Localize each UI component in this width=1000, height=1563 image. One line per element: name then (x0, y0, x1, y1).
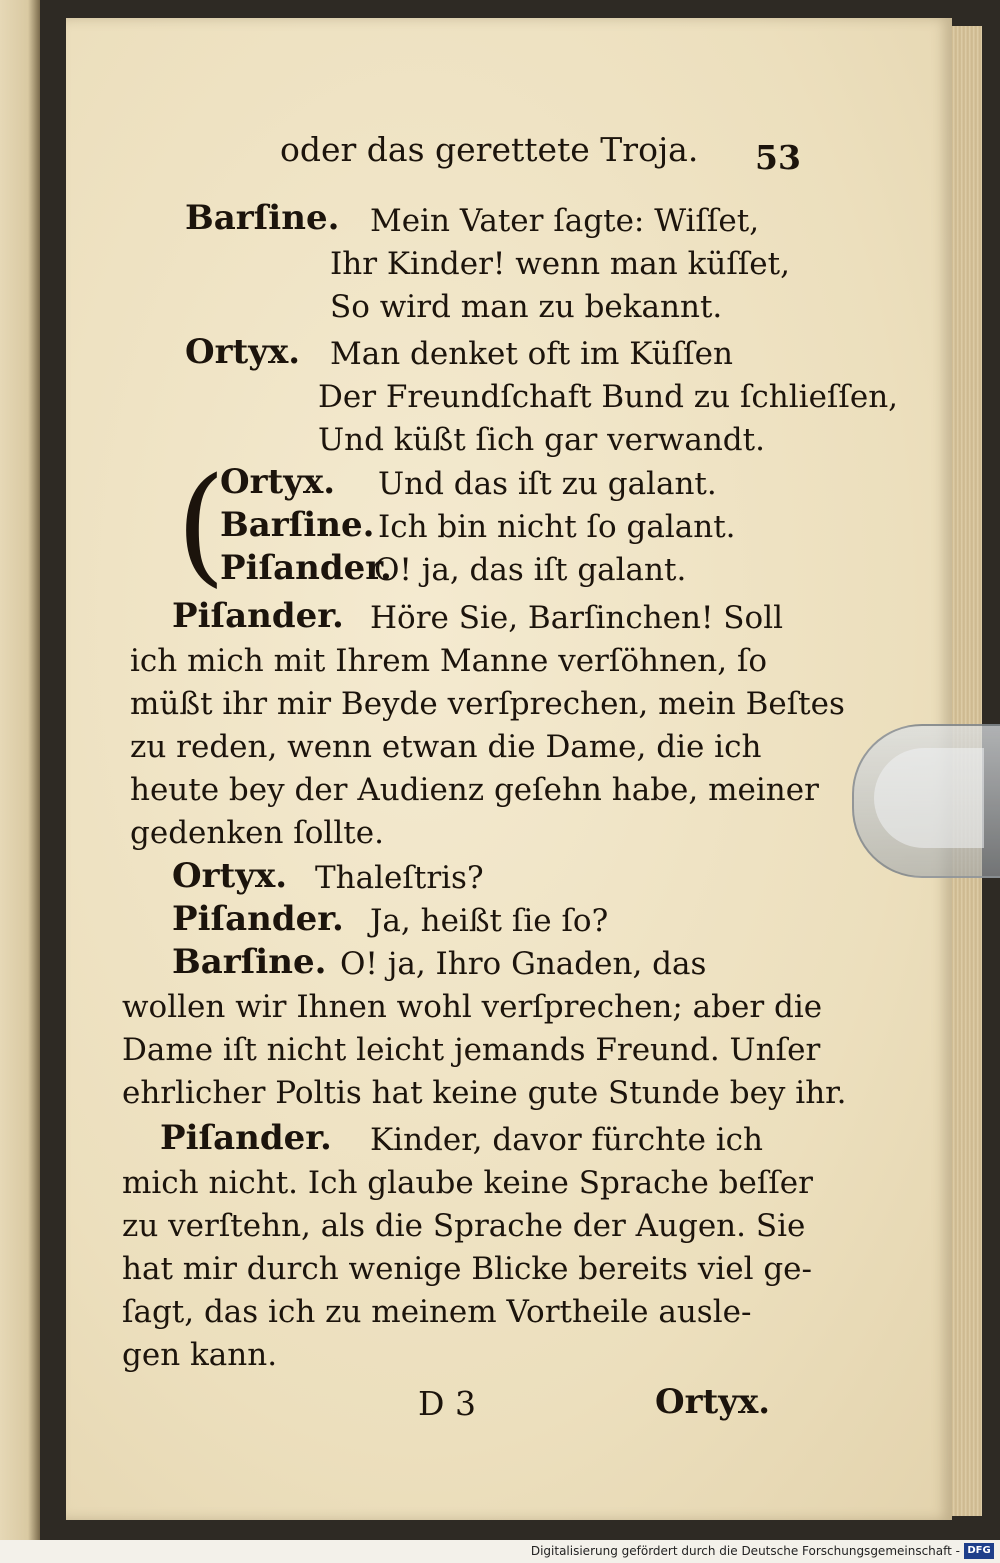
prose-line: zu verſtehn, als die Sprache der Augen. Sie (122, 1208, 806, 1244)
page-number: 53 (755, 138, 801, 177)
verse-line: Mein Vater ſagte: Wiſſet, (370, 203, 760, 239)
verse-line: Man denket oft im Küſſen (330, 336, 733, 372)
speaker-label: Barſine. (185, 198, 340, 238)
prose-line: heute bey der Audienz geſehn habe, meiner (130, 772, 819, 808)
prose-line: mich nicht. Ich glaube keine Sprache beſſer (122, 1165, 813, 1201)
page-clip (852, 724, 1000, 878)
prose-line: ehrlicher Poltis hat keine gute Stunde bey ihr. (122, 1075, 847, 1111)
speaker-label: Barſine. (220, 505, 375, 545)
speaker-label: Piſander. (172, 899, 344, 939)
prose-line: hat mir durch wenige Blicke bereits viel ge- (122, 1251, 813, 1287)
verse-line: O! ja, das iſt galant. (374, 552, 687, 588)
digitization-footer (0, 1540, 1000, 1563)
prose-line: Dame iſt nicht leicht jemands Freund. Unſer (122, 1032, 821, 1068)
speaker-label: Piſander. (160, 1118, 332, 1158)
prose-line: gedenken ſollte. (130, 815, 384, 851)
prose-line: Ja, heißt ſie ſo? (370, 903, 609, 939)
speaker-label: Barſine. (172, 942, 327, 982)
catchword: Ortyx. (655, 1382, 771, 1422)
prose-line: O! ja, Ihro Gnaden, das (340, 946, 707, 982)
prose-line: müßt ihr mir Beyde verſprechen, mein Beſtes (130, 686, 845, 722)
verse-line: So wird man zu bekannt. (330, 289, 723, 325)
dfg-logo: DFG (964, 1543, 994, 1559)
running-title: oder das gerettete Troja. (280, 130, 699, 169)
verse-line: Und küßt ſich gar verwandt. (318, 422, 765, 458)
trio-bracket: ( (176, 451, 226, 600)
speaker-label: Ortyx. (220, 462, 336, 502)
prose-line: ich mich mit Ihrem Manne verſöhnen, ſo (130, 643, 768, 679)
facing-page-edge (0, 0, 40, 1540)
prose-line: wollen wir Ihnen wohl verſprechen; aber die (122, 989, 823, 1025)
prose-line: gen kann. (122, 1337, 278, 1373)
page-clip-highlight (874, 748, 984, 848)
verse-line: Und das iſt zu galant. (378, 466, 717, 502)
prose-line: Thaleſtris? (315, 860, 484, 896)
prose-line: Höre Sie, Barſinchen! Soll (370, 600, 784, 636)
speaker-label: Ortyx. (185, 332, 301, 372)
verse-line: Ich bin nicht ſo galant. (378, 509, 736, 545)
speaker-label: Piſander. (172, 596, 344, 636)
prose-line: zu reden, wenn etwan die Dame, die ich (130, 729, 762, 765)
speaker-label: Piſander. (220, 548, 392, 588)
prose-line: ſagt, das ich zu meinem Vortheile ausle- (122, 1294, 752, 1330)
prose-line: Kinder, davor fürchte ich (370, 1122, 764, 1158)
verse-line: Der Freundſchaft Bund zu ſchlieſſen, (318, 379, 899, 415)
verse-line: Ihr Kinder! wenn man küſſet, (330, 246, 790, 282)
funding-credit: Digitalisierung gefördert durch die Deutsche Forschungsgemeinschaft - (530, 1544, 960, 1558)
signature-mark: D 3 (418, 1384, 476, 1423)
speaker-label: Ortyx. (172, 856, 288, 896)
